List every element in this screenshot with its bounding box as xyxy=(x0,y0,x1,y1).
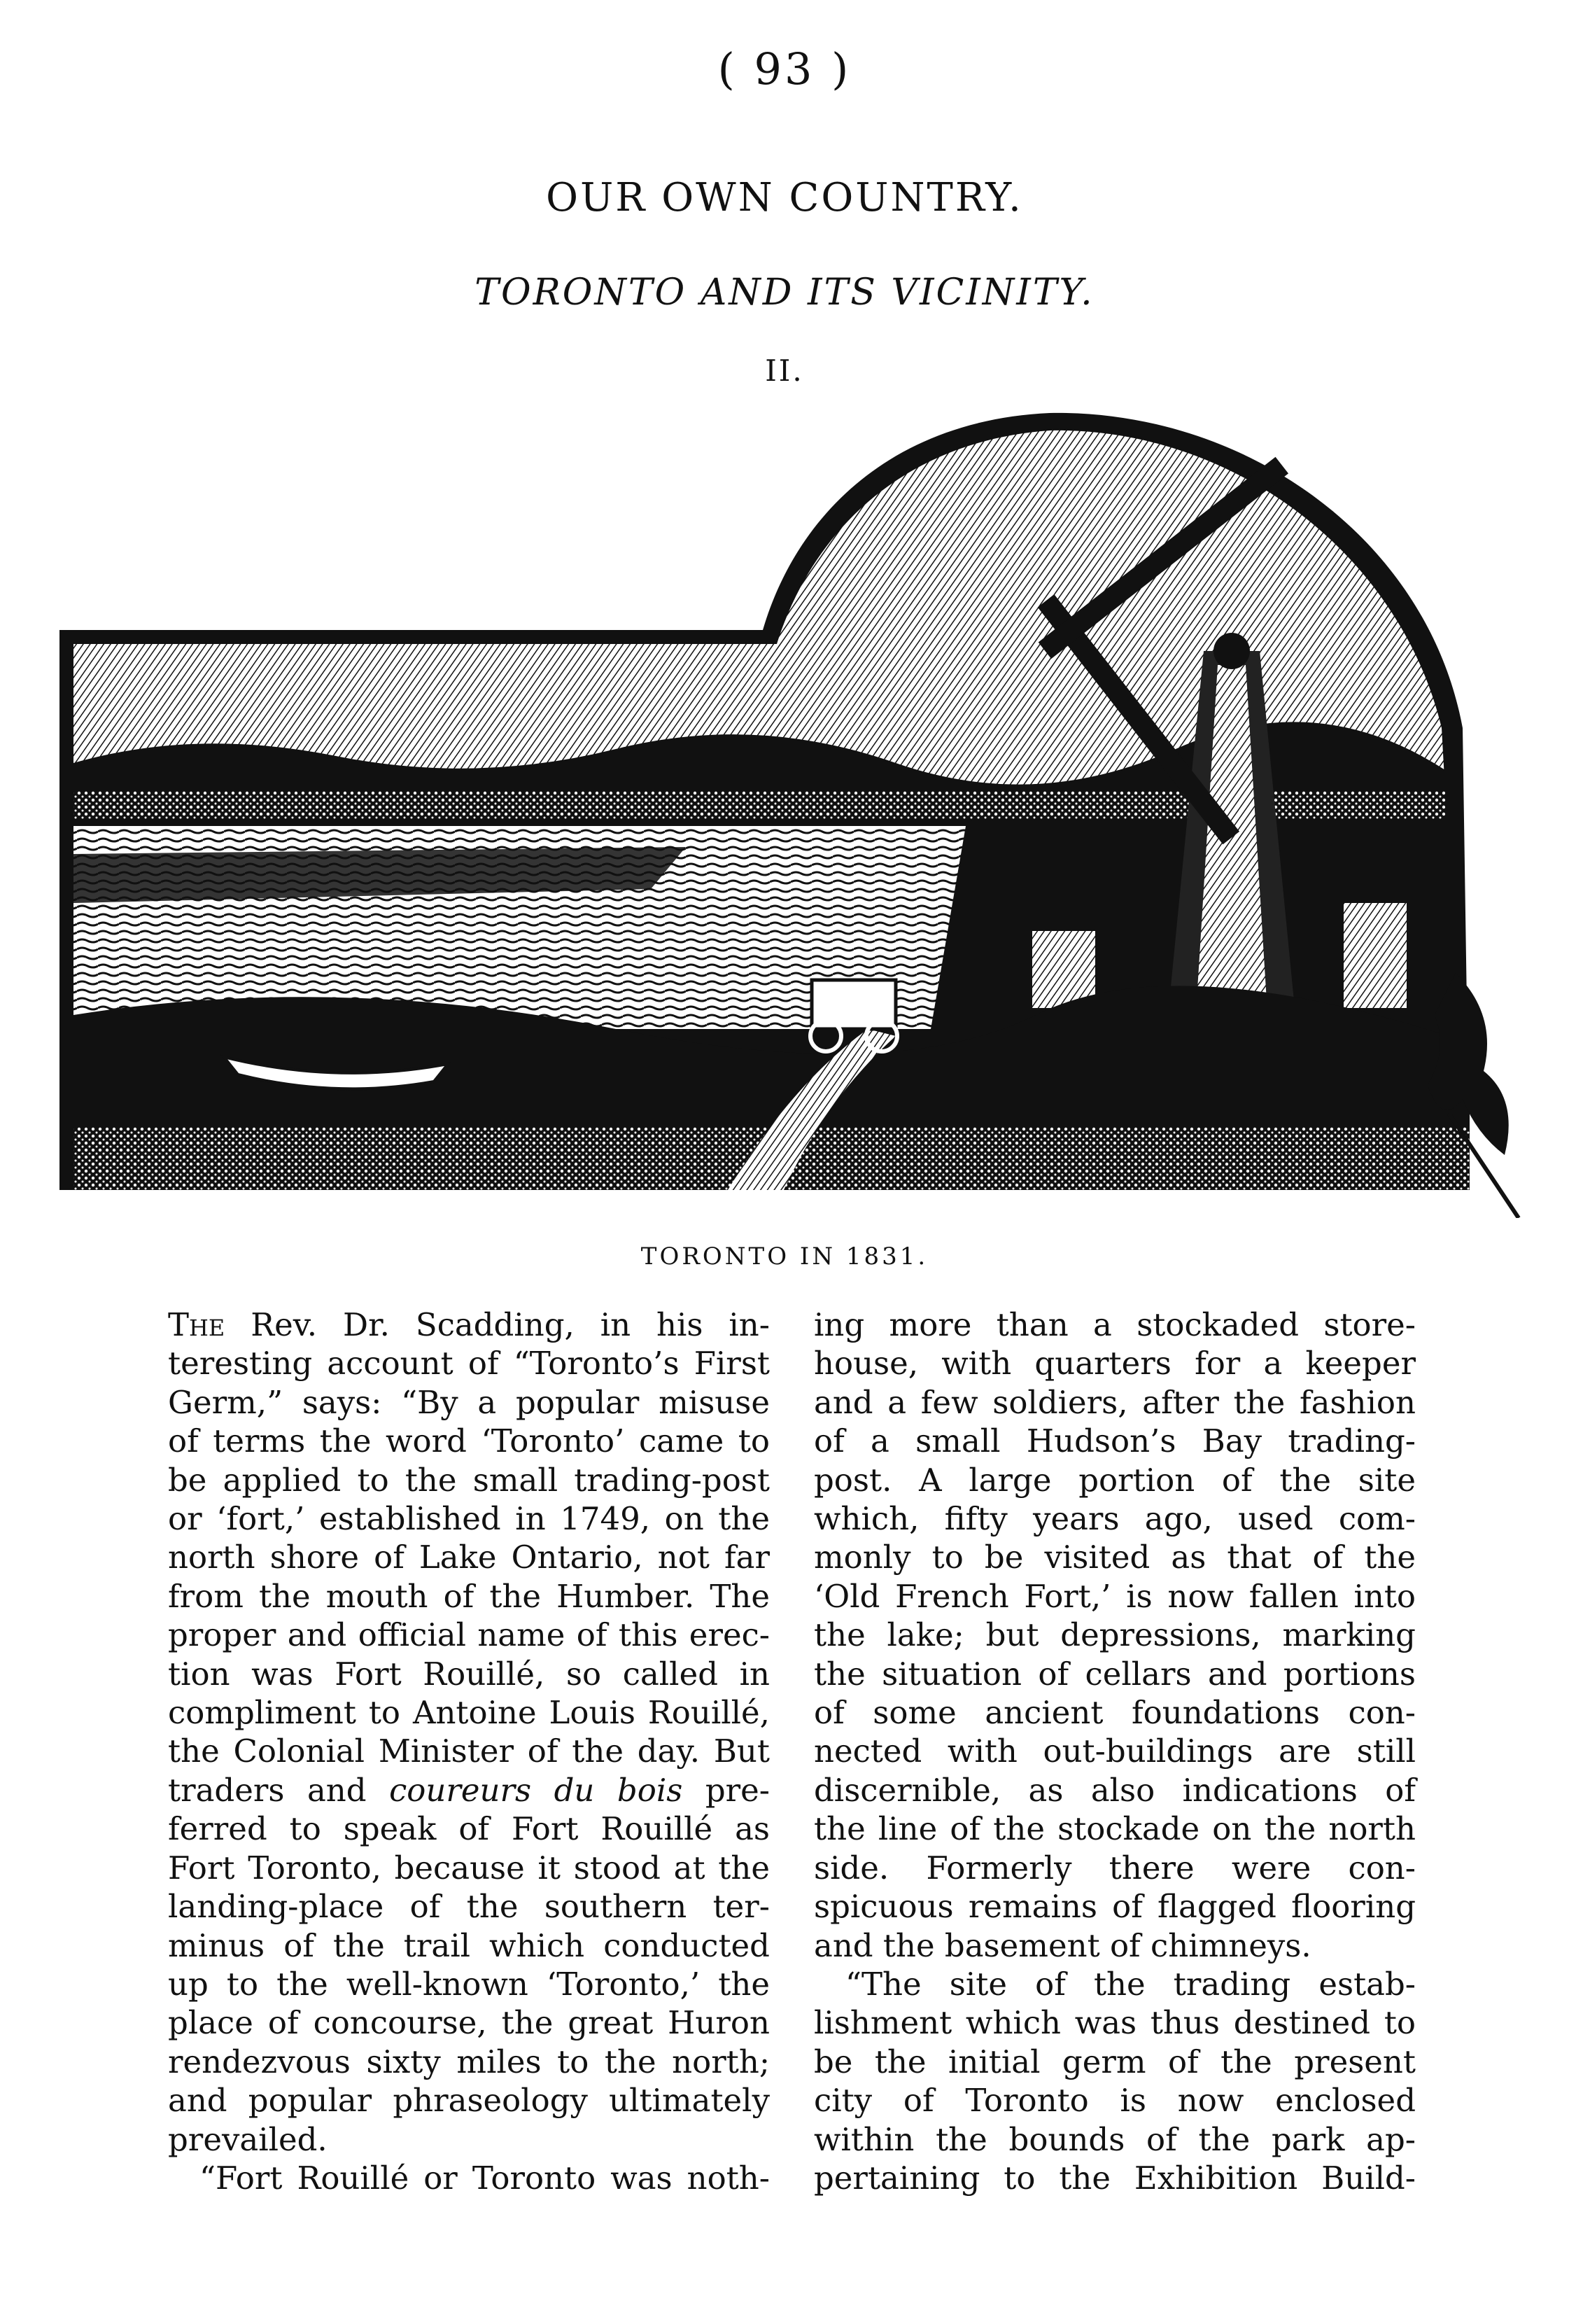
part-number: II. xyxy=(765,354,804,388)
text-line: prevailed. xyxy=(168,2120,328,2158)
text-line: teresting account of “Toronto’s First xyxy=(168,1345,770,1382)
text-line: monly to be visited as that of the xyxy=(814,1539,1416,1576)
text-fragment: traders and xyxy=(168,1771,390,1809)
text-line: landing-place of the southern ter- xyxy=(168,1888,770,1926)
text-line: side. Formerly there were con- xyxy=(814,1849,1416,1886)
text-line: city of Toronto is now enclosed xyxy=(814,2082,1416,2120)
right-column xyxy=(814,1306,1416,2197)
text-line: from the mouth of the Humber. The xyxy=(168,1577,770,1615)
text-line xyxy=(168,1771,770,1809)
page-title: OUR OWN COUNTRY. xyxy=(546,175,1023,220)
drop-word: The xyxy=(168,1306,225,1343)
text-line: post. A large portion of the site xyxy=(814,1461,1416,1499)
text-line: compliment to Antoine Louis Rouillé, xyxy=(168,1694,770,1732)
text-line: the situation of cellars and portions xyxy=(814,1655,1416,1693)
text-line: proper and official name of this erec- xyxy=(168,1616,770,1654)
text-line: up to the well-known ‘Toronto,’ the xyxy=(168,1965,770,2003)
figure-caption: TORONTO IN 1831. xyxy=(640,1242,929,1270)
text-line: and popular phraseology ultimately xyxy=(168,2082,770,2120)
text-line: within the bounds of the park ap- xyxy=(814,2120,1416,2158)
text-line: which, fifty years ago, used com- xyxy=(814,1500,1416,1538)
text-line: ‘Old French Fort,’ is now fallen into xyxy=(814,1577,1416,1615)
text-line: “The site of the trading estab- xyxy=(845,1965,1416,2003)
text-fragment: Rev. Dr. Scadding, in his in- xyxy=(225,1306,770,1343)
text-line: the lake; but depressions, marking xyxy=(814,1616,1416,1654)
text-line: place of concourse, the great Huron xyxy=(168,2004,770,2042)
text-line: be applied to the small trading-post xyxy=(168,1461,770,1499)
article-subtitle: TORONTO AND ITS VICINITY. xyxy=(474,272,1095,314)
text-line xyxy=(168,1306,770,1344)
text-line: tion was Fort Rouillé, so called in xyxy=(168,1655,770,1693)
text-line: and the basement of chimneys. xyxy=(814,1926,1311,1964)
text-fragment: pre- xyxy=(682,1771,770,1809)
text-line: north shore of Lake Ontario, not far xyxy=(168,1539,770,1576)
left-column xyxy=(168,1306,770,2197)
text-line: ing more than a stockaded store- xyxy=(814,1306,1416,1343)
page-number: ( 93 ) xyxy=(717,43,852,94)
text-line: of a small Hudson’s Bay trading- xyxy=(814,1422,1416,1460)
text-line: house, with quarters for a keeper xyxy=(814,1345,1416,1382)
text-line: Fort Toronto, because it stood at the xyxy=(168,1849,770,1886)
text-line: “Fort Rouillé or Toronto was noth- xyxy=(199,2159,770,2197)
text-line: minus of the trail which conducted xyxy=(168,1926,770,1964)
text-line: of some ancient foundations con- xyxy=(814,1694,1416,1732)
text-line: the Colonial Minister of the day. But xyxy=(168,1732,770,1770)
text-line: discernible, as also indications of xyxy=(814,1771,1416,1809)
text-line: nected with out-buildings are still xyxy=(814,1732,1416,1770)
text-line: rendezvous sixty miles to the north; xyxy=(168,2043,770,2080)
text-line: and a few soldiers, after the fashion xyxy=(814,1383,1416,1421)
engraving-illustration xyxy=(56,399,1526,1218)
text-line: the line of the stockade on the north xyxy=(814,1810,1416,1848)
text-line: be the initial germ of the present xyxy=(814,2043,1416,2080)
text-line: of terms the word ‘Toronto’ came to xyxy=(168,1422,770,1460)
text-line: pertaining to the Exhibition Build- xyxy=(814,2159,1416,2197)
text-line: or ‘fort,’ established in 1749, on the xyxy=(168,1500,770,1538)
text-line: lishment which was thus destined to xyxy=(814,2004,1416,2042)
italic-phrase: coureurs du bois xyxy=(389,1771,683,1809)
text-line: ferred to speak of Fort Rouillé as xyxy=(168,1810,770,1848)
text-line: spicuous remains of flagged flooring xyxy=(814,1888,1416,1926)
text-line: Germ,” says: “By a popular misuse xyxy=(168,1383,770,1421)
